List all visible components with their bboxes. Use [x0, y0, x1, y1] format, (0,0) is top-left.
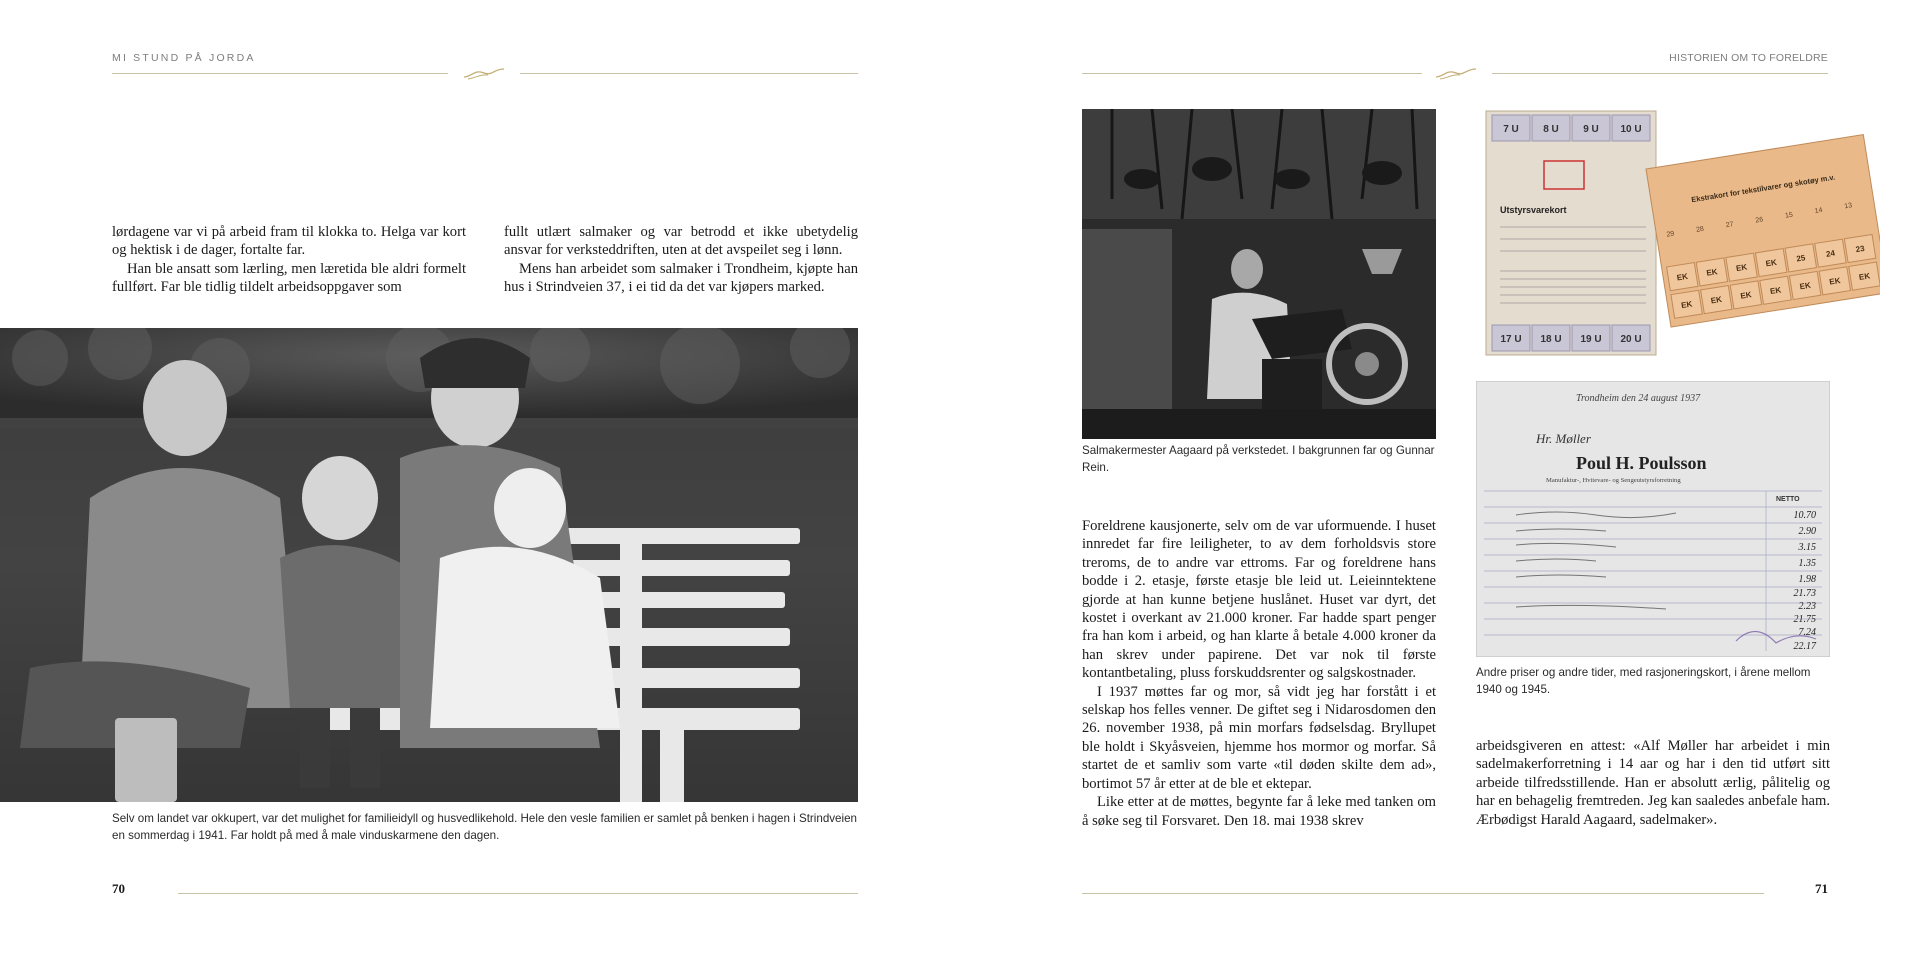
- ek-coupon-label: EK: [1828, 276, 1842, 287]
- paragraph: Like etter at de møttes, begynte far å leke med tanken om å søke seg til Forsvaret. Den 18. mai 1938 skrev: [1082, 794, 1436, 829]
- family-photo-caption: Selv om landet var okkupert, var det mulighet for familieidyll og husvedlikehold. Hele den vesle familien er samlet på benken i hagen i Strindveien en sommerdag i 1941. Far holdt på med å male vinduskarmene den dagen.: [112, 812, 857, 842]
- coupon-label: 17 U: [1500, 334, 1522, 345]
- ek-coupon-label: EK: [1735, 262, 1748, 274]
- ek-coupon-label: 15: [1784, 211, 1794, 220]
- paragraph: lørdagene var vi på arbeid fram til klokka to. Helga var kort og hektisk i de dager, fortalte far.: [112, 224, 466, 259]
- receipt-amount: 21.73: [1793, 588, 1816, 599]
- ek-coupon-label: EK: [1739, 290, 1753, 301]
- coupon-label: 10 U: [1620, 124, 1642, 135]
- receipt-amount: 21.75: [1793, 614, 1816, 625]
- running-head-right: HISTORIEN OM TO FORELDRE: [1669, 52, 1828, 64]
- ek-coupon-label: 25: [1795, 253, 1806, 264]
- receipt-company-subtitle: Manufaktur-, Hvitevare- og Sengeutstyrsforretning: [1546, 477, 1681, 484]
- receipt-amount: 7.24: [1798, 627, 1816, 638]
- coupon-label: 7 U: [1503, 124, 1519, 135]
- header-rule-left-a: [112, 73, 448, 74]
- running-head-left: MI STUND PÅ JORDA: [112, 52, 256, 64]
- flourish-ornament-icon: [1434, 65, 1478, 81]
- coupon-label: 9 U: [1583, 124, 1599, 135]
- right-text-column-1: [1082, 517, 1436, 830]
- ek-coupon-label: 24: [1825, 248, 1836, 259]
- coupon-label: 19 U: [1580, 334, 1602, 345]
- receipt-customer: Hr. Møller: [1536, 431, 1591, 446]
- ek-coupon-label: 27: [1725, 221, 1735, 230]
- receipt-photo: [1476, 381, 1830, 657]
- ek-coupon-label: 13: [1843, 202, 1853, 211]
- paragraph: Foreldrene kausjonerte, selv om de var uformuende. I huset innredet far fire leiligheter, to av dem forholdsvis store treroms, de to andre var ettroms. Far og foreldrene hans bodde i 2. etasje, første etasje ble leid ut. Leieinntektene gjorde at han kunne betjene huslånet. Huset var dyrt, det kostet i overkant av 21.000 kroner. Far hadde spart penger fra han kom i arbeid, og han klarte å betale 4.000 kroner da han skrev under papirene. Det var nok til første kontantbetaling, pluss forskuddsrenter og salgskostnader.: [1082, 518, 1436, 682]
- left-text-column-1: [112, 223, 466, 297]
- left-text-column-2: [504, 223, 858, 297]
- flourish-ornament-icon: [462, 65, 506, 81]
- receipt-amount: 1.35: [1798, 558, 1816, 569]
- paragraph: arbeidsgiveren en attest: «Alf Møller har arbeidet i min sadelmakerforretning i 14 aar og har i den tid utført sitt arbeide tilfredsstillende. Han er absolutt ærlig, pålitelig og har en behagelig fremtreden. Jeg kan saaledes anbefale ham. Ærbødigst Harald Aagaard, sadelmaker».: [1476, 738, 1830, 828]
- page-number-right: 71: [1815, 881, 1828, 896]
- receipt-amount: 22.17: [1793, 641, 1816, 652]
- workshop-photo: [1082, 109, 1436, 439]
- ek-coupon-label: EK: [1676, 271, 1689, 283]
- ek-coupon-label: 14: [1814, 206, 1823, 216]
- ek-coupon-label: EK: [1705, 267, 1719, 278]
- page-number-left: 70: [112, 881, 125, 896]
- family-bench-photo: [0, 328, 858, 802]
- receipt-amount: 2.23: [1798, 601, 1816, 612]
- ek-coupon-label: EK: [1769, 285, 1782, 297]
- receipt-amount: 10.70: [1793, 510, 1816, 521]
- ek-coupon-label: EK: [1680, 299, 1693, 311]
- ration-photo-caption: Andre priser og andre tider, med rasjoneringskort, i årene mellom 1940 og 1945.: [1476, 666, 1811, 696]
- header-rule-right-b: [1492, 73, 1828, 74]
- header-rule-right-a: [1082, 73, 1422, 74]
- coupon-label: 18 U: [1540, 334, 1562, 345]
- receipt-company-name: Poul H. Poulsson: [1576, 453, 1707, 473]
- header-rule-left-b: [520, 73, 858, 74]
- footer-rule-left: [178, 893, 858, 894]
- ek-coupon-label: EK: [1710, 294, 1723, 306]
- right-text-column-2: [1476, 737, 1830, 829]
- coupon-label: 8 U: [1543, 124, 1559, 135]
- receipt-amount: 1.98: [1798, 574, 1816, 585]
- paragraph: fullt utlært salmaker og var betrodd et ikke ubetydelig ansvar for verksteddriften, uten at det avspeilet seg i lønn.: [504, 224, 858, 259]
- receipt-column-header: NETTO: [1776, 496, 1800, 503]
- coupon-label: 20 U: [1620, 334, 1642, 345]
- ek-coupon-label: EK: [1858, 271, 1871, 282]
- ek-coupon-label: 28: [1695, 225, 1705, 234]
- receipt-place-date: Trondheim den 24 august 1937: [1576, 393, 1701, 404]
- ration-cards-photo: [1476, 109, 1880, 359]
- ek-coupon-label: 29: [1666, 230, 1675, 239]
- ration-card-title: Utstyrsvarekort: [1500, 205, 1567, 215]
- ek-coupon-label: EK: [1765, 257, 1778, 269]
- footer-rule-right: [1082, 893, 1764, 894]
- paragraph: Han ble ansatt som lærling, men læretida ble aldri formelt fullført. Far ble tidlig tildelt arbeidsoppgaver som: [112, 260, 466, 296]
- ek-coupon-label: 23: [1855, 243, 1866, 255]
- ek-coupon-label: 26: [1754, 216, 1764, 225]
- extra-card-title: Ekstrakort for tekstilvarer og skotøy m.v.: [1690, 172, 1836, 205]
- paragraph: I 1937 møttes far og mor, så vidt jeg har forstått i et selskap hos felles venner. De giftet seg i Nidarosdomen den 26. november 1938, på min morfars fødselsdag. Bryllupet ble holdt i Skyåsveien, hjemme hos mormor og morfar. Så startet de et samliv som varte «til døden skilte dem ad», bortimot 57 år etter at de ble et ektepar.: [1082, 683, 1436, 792]
- workshop-photo-caption: Salmakermester Aagaard på verkstedet. I bakgrunnen far og Gunnar Rein.: [1082, 444, 1435, 474]
- ek-coupon-label: EK: [1799, 280, 1812, 292]
- receipt-amount: 2.90: [1798, 526, 1816, 537]
- receipt-amount: 3.15: [1798, 542, 1816, 553]
- paragraph: Mens han arbeidet som salmaker i Trondheim, kjøpte han hus i Strindveien 37, i ei tid da det var kjøpers marked.: [504, 260, 858, 296]
